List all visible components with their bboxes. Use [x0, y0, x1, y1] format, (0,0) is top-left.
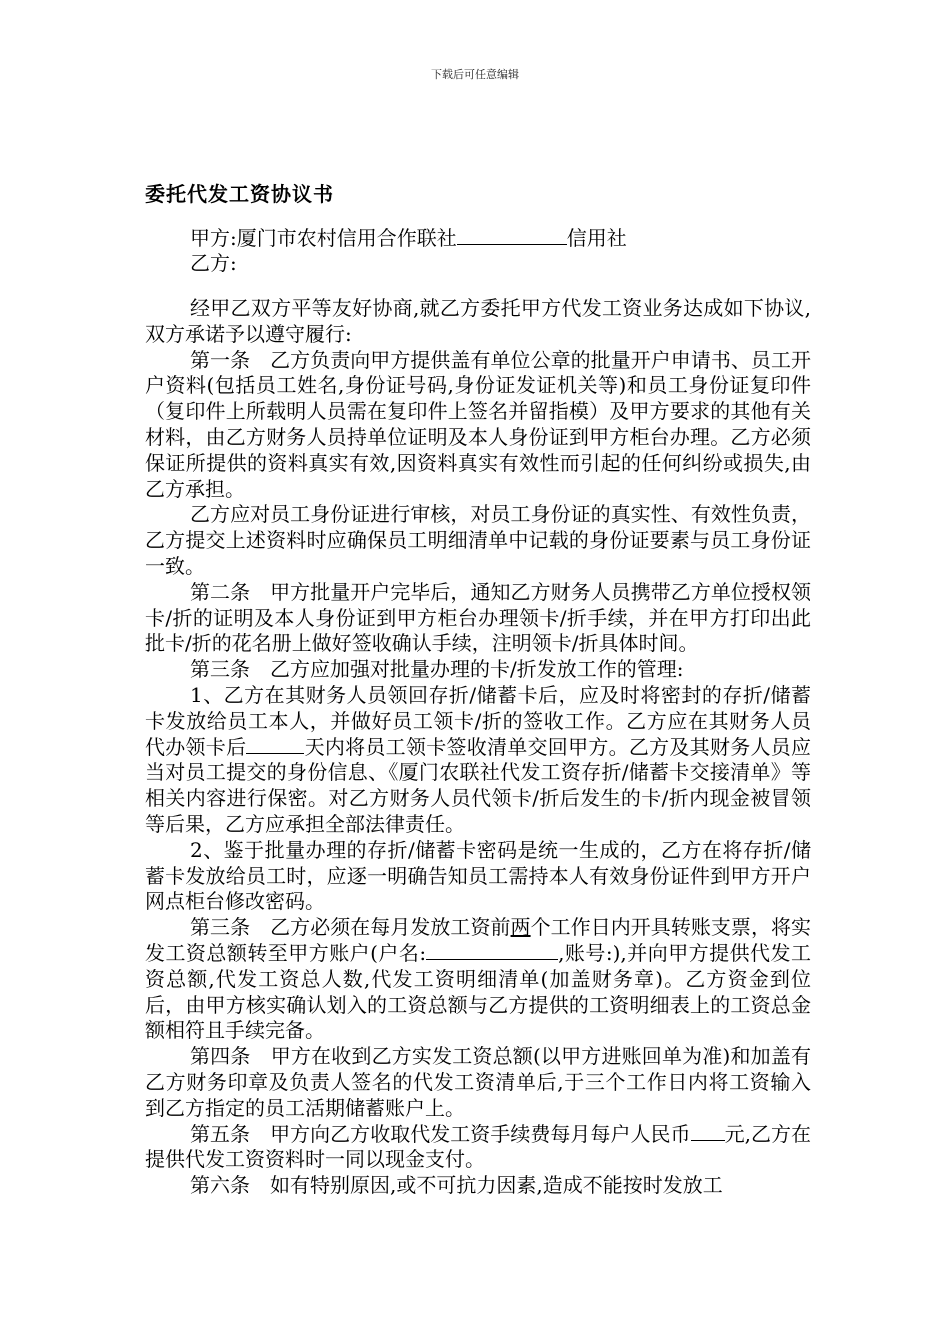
agreement-body	[145, 296, 811, 1199]
article-4: 第四条 甲方在收到乙方实发工资总额(以甲方进账回单为准)和加盖有乙方财务印章及负责人签名的代发工资清单后,于三个工作日内将工资输入到乙方指定的员工活期储蓄账户上。	[145, 1044, 811, 1120]
article-6: 第六条 如有特别原因,或不可抗力因素,造成不能按时发放工	[190, 1173, 723, 1198]
article-2: 第二条 甲方批量开户完毕后，通知乙方财务人员携带乙方单位授权领卡/折的证明及本人身份证到甲方柜台办理领卡/折手续，并在甲方打印出此批卡/折的花名册上做好签收确认手续，注明领卡/折具体时间。	[145, 579, 811, 656]
intro-paragraph: 经甲乙双方平等友好协商,就乙方委托甲方代发工资业务达成如下协议,双方承诺予以遵守履行:	[145, 296, 811, 346]
document-title: 委托代发工资协议书	[145, 182, 334, 206]
article-1: 第一条 乙方负责向甲方提供盖有单位公章的批量开户申请书、员工开户资料(包括员工姓名,身份证号码,身份证发证机关等)和员工身份证复印件（复印件上所载明人员需在复印件上签名并留指模）及甲方要求的其他有关材料，由乙方财务人员持单位证明及本人身份证到甲方柜台办理。乙方必须保证所提供的资料真实有效,因资料真实有效性而引起的任何纠纷或损失,由乙方承担。	[145, 347, 811, 501]
party-a-prefix: 甲方:厦门市农村信用合作联社	[190, 226, 457, 250]
article-5: 第五条 甲方向乙方收取代发工资手续费每月每户人民币 元,乙方在提供代发工资资料时一同以现金支付。	[145, 1121, 812, 1172]
article-3: 第三条 乙方应加强对批量办理的卡/折发放工作的管理:	[190, 657, 684, 682]
party-b-line: 乙方:	[190, 251, 237, 275]
article-1-supplement: 乙方应对员工身份证进行审核，对员工身份证的真实性、有效性负责，乙方提交上述资料时应确保员工明细清单中记载的身份证要素与员工身份证一致。	[145, 502, 811, 578]
days-blank	[246, 735, 304, 754]
account-name-blank	[426, 941, 558, 960]
header-note: 下载后可任意编辑	[431, 68, 519, 81]
article-3-payment: 第三条 乙方必须在每月发放工资前两个工作日内开具转账支票，将实发工资总额转至甲方账户(户名: ,账号:),并向甲方提供代发工资总额,代发工资总人数,代发工资明细清单(加盖财务章)。乙方资金到位后，由甲方核实确认划入的工资总额与乙方提供的工资明细表上的工资总金额相符且手续完备。	[145, 915, 812, 1043]
fee-blank	[691, 1122, 725, 1141]
party-a-suffix: 信用社	[566, 226, 627, 250]
party-a-line	[190, 224, 627, 251]
article-3-item-1: 1、乙方在其财务人员领回存折/储蓄卡后，应及时将密封的存折/储蓄卡发放给员工本人，并做好员工领卡/折的签收工作。乙方应在其财务人员代办领卡后 天内将员工领卡签收清单交回甲方。乙方及其财务人员应当对员工提交的身份信息、《厦门农联社代发工资存折/储蓄卡交接清单》等相关内容进行保密。对乙方财务人员代领卡/折后发生的卡/折内现金被冒领等后果，乙方应承担全部法律责任。	[145, 682, 812, 836]
days-underlined: 两	[510, 915, 531, 940]
article-3-item-2: 2、鉴于批量办理的存折/储蓄卡密码是统一生成的，乙方在将存折/储蓄卡发放给员工时，应逐一明确告知员工需持本人有效身份证件到甲方开户网点柜台修改密码。	[145, 837, 811, 914]
party-a-blank	[457, 224, 567, 245]
